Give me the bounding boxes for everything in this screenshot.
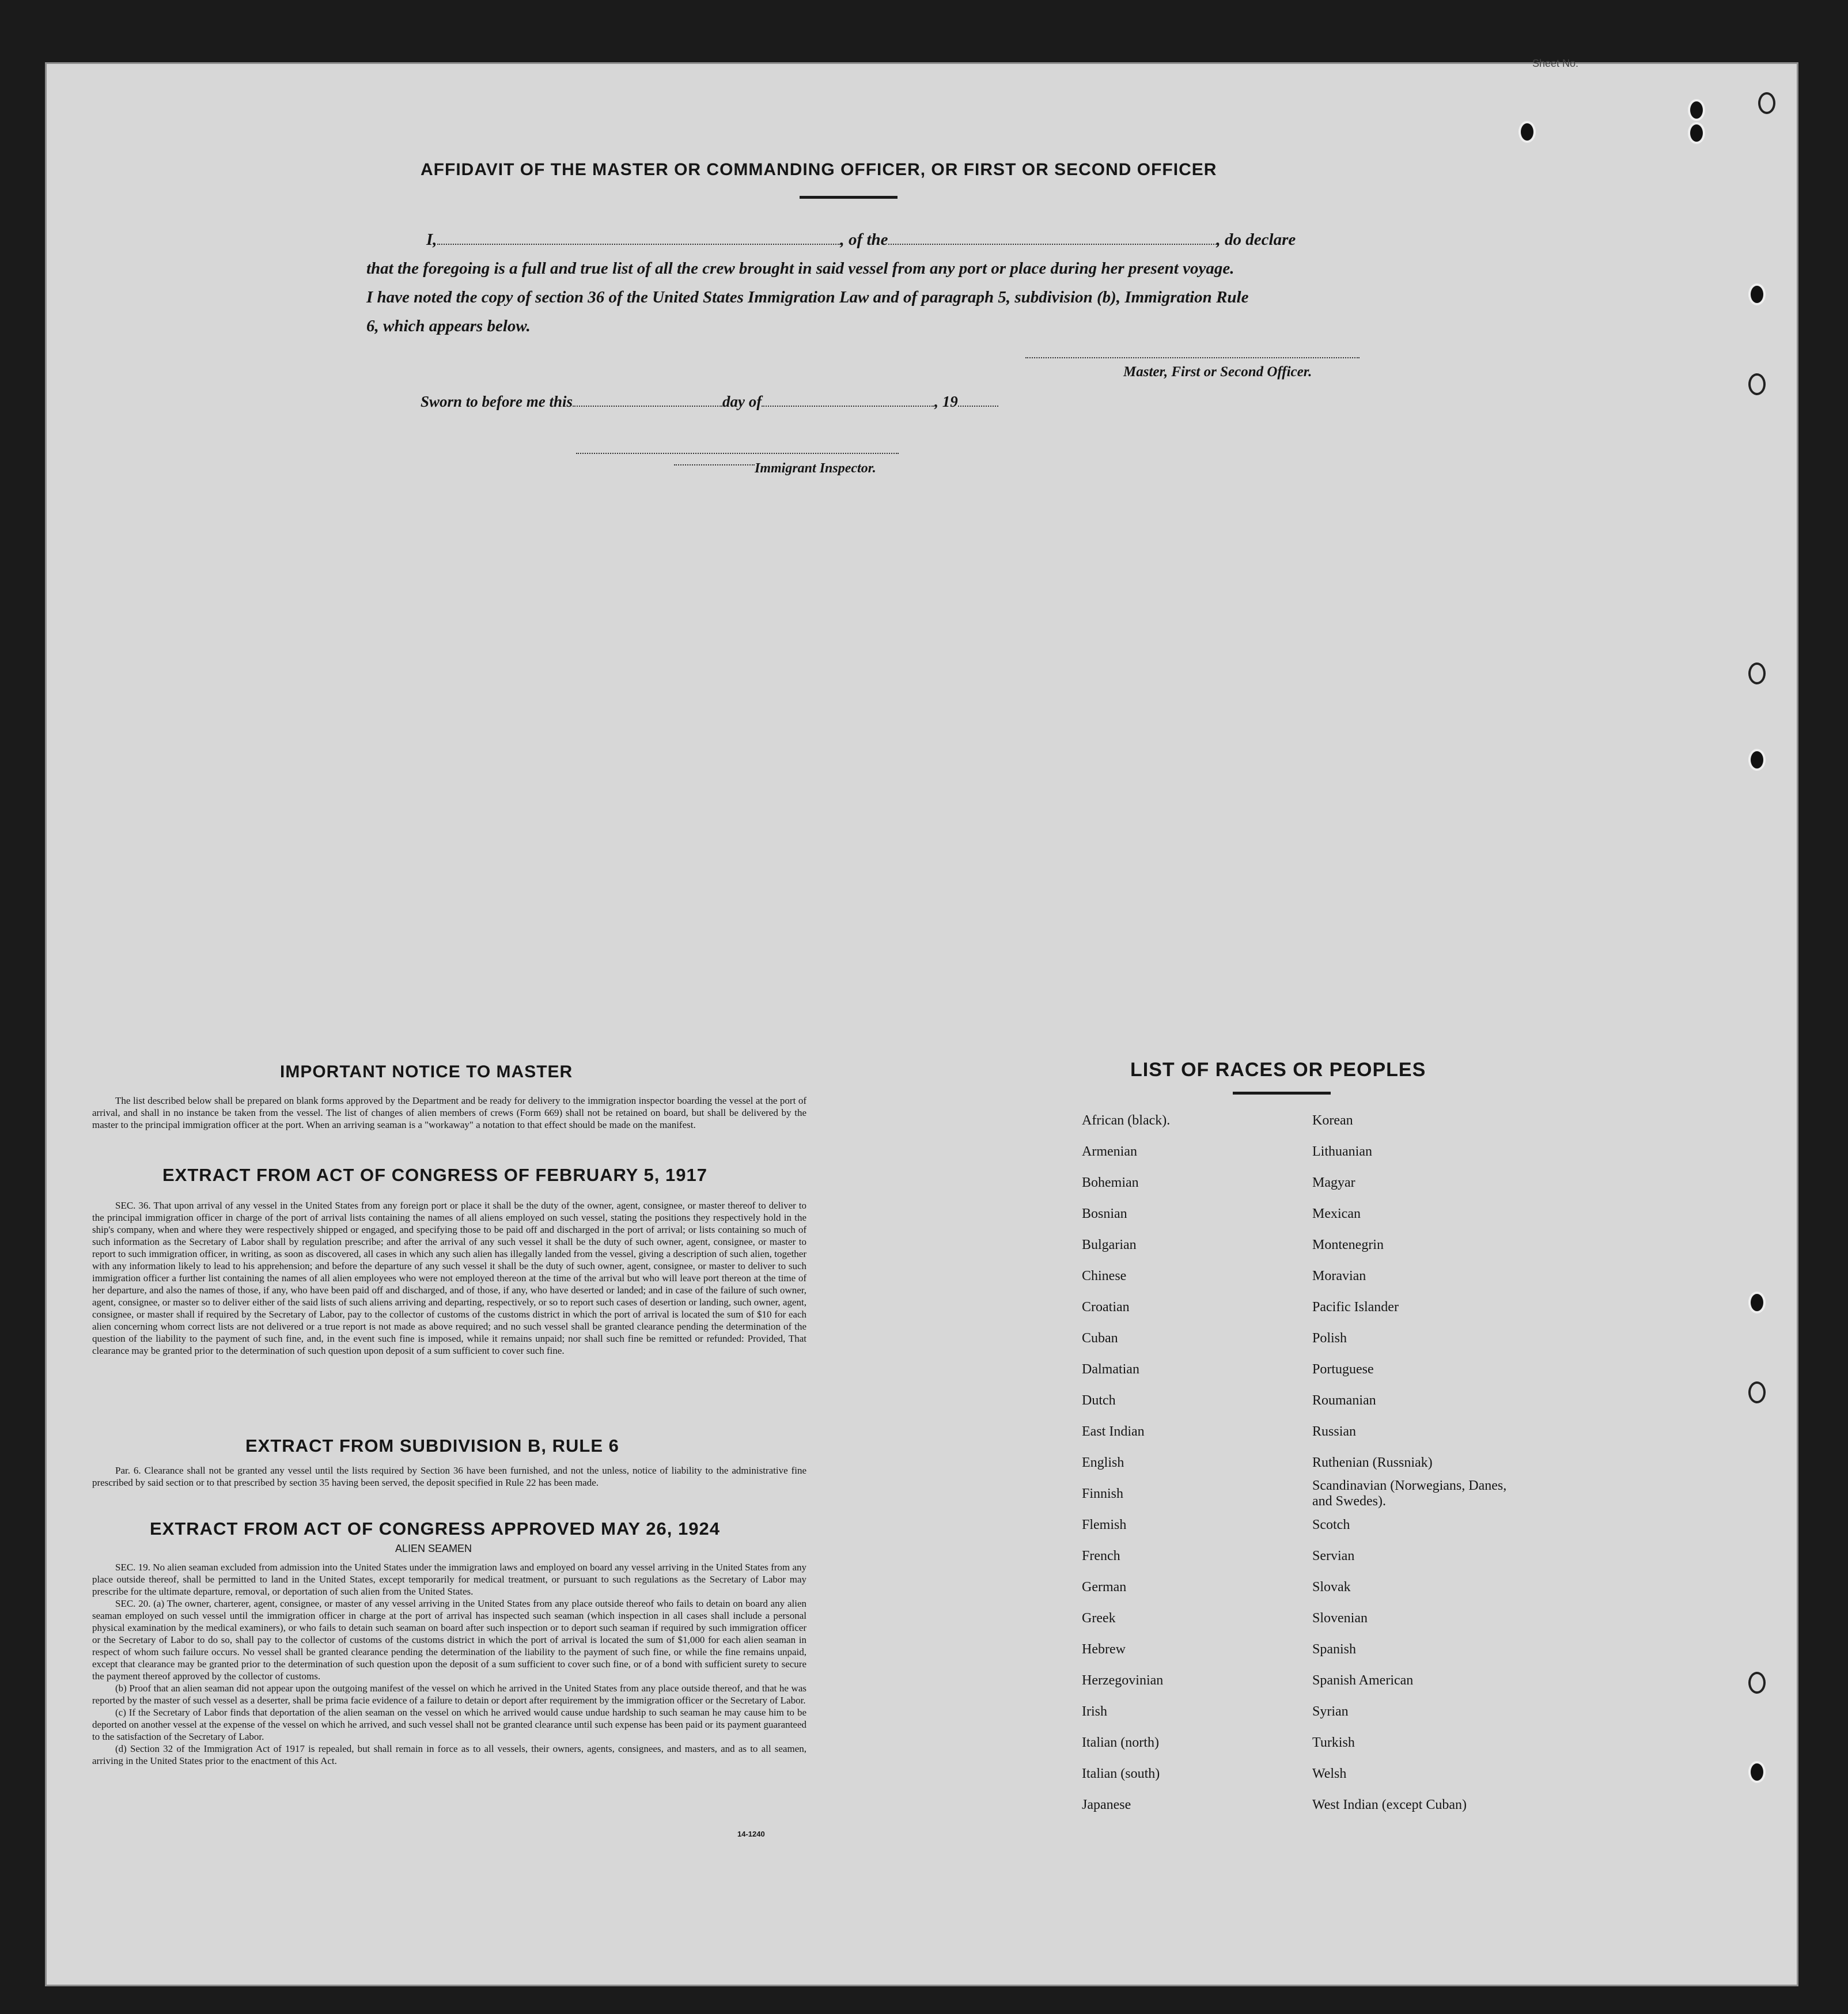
- affidavit-title: AFFIDAVIT OF THE MASTER OR COMMANDING OFFICER, OR FIRST OR SECOND OFFICER: [421, 160, 1217, 179]
- binder-hole: [1748, 1292, 1766, 1313]
- binder-hole: [1748, 662, 1766, 684]
- binder-hole: [1758, 92, 1775, 114]
- race-item: Pacific Islander: [1312, 1300, 1399, 1315]
- sworn-year: , 19: [934, 393, 958, 410]
- extract-1924-para-5: (d) Section 32 of the Immigration Act of 1917 is repealed, but shall remain in force as to all vessels, their owners, agents, consignees, and masters, and as to all seamen, arriving in the United States prior to the enactment of this Act.: [92, 1743, 806, 1766]
- race-item: Hebrew: [1082, 1642, 1126, 1657]
- master-name-blank[interactable]: [437, 244, 840, 245]
- race-item: Korean: [1312, 1113, 1353, 1128]
- inspector-caption: Immigrant Inspector.: [755, 461, 876, 476]
- sworn-month-blank[interactable]: [762, 406, 934, 407]
- binder-hole: [1748, 1761, 1766, 1783]
- binder-hole: [1688, 122, 1705, 144]
- race-item: English: [1082, 1455, 1124, 1470]
- race-item: Italian (north): [1082, 1735, 1159, 1750]
- extract-1924-para-1: SEC. 19. No alien seaman excluded from admission into the United States under the immigration laws and employed on board any vessel arriving in the United States from any place outside thereof, shall be permitted to land in the United States, except temporarily for medical treatment, or pursuant to such regulations as the Secretary of Labor may prescribe for the ultimate departure, removal, or deportation of such alien from the United States.: [92, 1562, 806, 1597]
- inspector-signature-line[interactable]: [576, 453, 899, 454]
- race-item: Roumanian: [1312, 1393, 1376, 1408]
- races-title-underline: [1233, 1092, 1331, 1095]
- race-item: Polish: [1312, 1331, 1347, 1346]
- race-item: Japanese: [1082, 1797, 1131, 1812]
- vessel-name-blank[interactable]: [888, 244, 1217, 245]
- race-item: Syrian: [1312, 1704, 1349, 1719]
- affidavit-line-4: 6, which appears below.: [366, 317, 531, 335]
- binder-hole: [1748, 283, 1766, 305]
- races-right-column: [1312, 1105, 1508, 1820]
- sworn-date-blank[interactable]: [573, 406, 722, 407]
- extract-1917-text: SEC. 36. That upon arrival of any vessel in the United States from any foreign port or place it shall be the duty of the owner, agent, consignee, or master thereof to deliver to the principal immigration officer in charge of the port of arrival lists containing the names of all aliens employed on such vessel, stating the positions they respectively hold in the ship's company, when and where they were respectively shipped or engaged, and specifying those to be paid off and discharged in the port of arrival; or lists containing so much of such information as the Secretary of Labor shall by regulation prescribe; and after the arrival of any such vessel it shall be the duty of such owner, agent, consignee, or master to report to such immigration officer, in writing, as soon as discovered, all cases in which any such alien has illegally landed from the vessel, giving a description of such alien, together with any information likely to lead to his apprehension; and before the departure of any such vessel it shall be the duty of such owner, agent, consignee, or master to deliver to such immigration officer a further list containing the names of all alien employees who were not employed thereon at the time of the arrival but who will leave port thereon at the time of her departure, and also the names of those, if any, who have been paid off and discharged, and of those, if any, who have deserted or landed; and in case of the failure of such owner, agent, consignee, or master so to deliver either of the said lists of such aliens arriving and departing, respectively, or so to report such cases of desertion or landing, such owner, agent, consignee, or master shall if required by the Secretary of Labor, pay to the collector of customs of the customs district in which the port of arrival is located the sum of $10 for each alien concerning whom correct lists are not delivered or a true report is not made as above required; and no such vessel shall be granted clearance pending the determination of the question of the liability to the payment of such fine, and, in the event such fine is imposed, while it remains unpaid; nor shall such fine be remitted or refunded: Provided, That clearance may be granted prior to the determination of such question upon deposit of a sum sufficient to cover such fine.: [92, 1200, 806, 1356]
- race-item: Chinese: [1082, 1269, 1127, 1284]
- form-number: 14-1240: [737, 1830, 765, 1838]
- race-item: Montenegrin: [1312, 1237, 1384, 1252]
- race-item: Russian: [1312, 1424, 1357, 1439]
- race-item: Bulgarian: [1082, 1237, 1137, 1252]
- notice-body: [92, 1095, 806, 1131]
- race-item: Magyar: [1312, 1175, 1355, 1190]
- race-item: Lithuanian: [1312, 1144, 1372, 1159]
- races-title: LIST OF RACES OR PEOPLES: [1130, 1059, 1426, 1081]
- race-item: Finnish: [1082, 1486, 1124, 1501]
- sworn-day-of: day of: [722, 393, 762, 410]
- race-item: German: [1082, 1580, 1127, 1595]
- race-item: East Indian: [1082, 1424, 1145, 1439]
- race-item: Servian: [1312, 1549, 1355, 1564]
- race-item: Flemish: [1082, 1517, 1127, 1532]
- inspector-signature-line-2: [674, 464, 755, 465]
- race-item: Scotch: [1312, 1517, 1350, 1532]
- extract-rule6-title: EXTRACT FROM SUBDIVISION B, RULE 6: [245, 1436, 619, 1456]
- extract-rule6-text: Par. 6. Clearance shall not be granted any vessel until the lists required by Section 36 have been furnished, and not the unless, notice of liability to the administrative fine prescribed by said section or to that prescribed by section 35 having been served, the deposit specified in Rule 22 has been made.: [92, 1465, 806, 1488]
- race-item: Irish: [1082, 1704, 1107, 1719]
- extract-1924-title: EXTRACT FROM ACT OF CONGRESS APPROVED MAY 26, 1924: [150, 1519, 720, 1539]
- binder-hole: [1518, 121, 1536, 143]
- sworn-year-blank[interactable]: [958, 406, 998, 407]
- extract-1924-para-2: SEC. 20. (a) The owner, charterer, agent, consignee, or master of any vessel arriving in the United States from any place outside thereof who fails to detain on board any alien seaman employed on such vessel until the immigration officer in charge at the port of arrival has inspected such seaman (which inspection in all cases shall include a personal physical examination by the medical examiners), or who fails to detain such seaman on board after such inspection or to deport such seaman if required by such immigration officer or the Secretary of Labor to do so, shall pay to the collector of customs of the customs district in which the port of arrival is located the sum of $1,000 for each alien seaman in respect of whom such failure occurs. No vessel shall be granted clearance pending the determination of the liability to the payment of such fine, or while the fine remains unpaid, except that clearance may be granted prior to the determination of such question upon the deposit of a sum sufficient to cover such fine, or of a bond with sufficient surety to secure the payment thereof approved by the collector of customs.: [92, 1598, 806, 1682]
- master-signature-caption: Master, First or Second Officer.: [1123, 364, 1312, 380]
- extract-1924-subtitle: ALIEN SEAMEN: [395, 1543, 472, 1554]
- race-item: Armenian: [1082, 1144, 1137, 1159]
- race-item: Moravian: [1312, 1269, 1366, 1284]
- race-item: Italian (south): [1082, 1766, 1160, 1781]
- race-item: Mexican: [1312, 1206, 1361, 1221]
- race-item: Slovenian: [1312, 1611, 1368, 1626]
- race-item: Ruthenian (Russniak): [1312, 1455, 1433, 1470]
- race-item: Cuban: [1082, 1331, 1118, 1346]
- race-item: Welsh: [1312, 1766, 1347, 1781]
- extract-1917-title: EXTRACT FROM ACT OF CONGRESS OF FEBRUARY 5, 1917: [162, 1165, 707, 1185]
- race-item: French: [1082, 1549, 1120, 1564]
- race-item: Bohemian: [1082, 1175, 1139, 1190]
- binder-hole: [1748, 1672, 1766, 1694]
- notice-title: IMPORTANT NOTICE TO MASTER: [280, 1062, 573, 1081]
- race-item: Spanish American: [1312, 1673, 1414, 1688]
- title-underline: [800, 196, 898, 199]
- binder-hole: [1748, 373, 1766, 395]
- race-item: Turkish: [1312, 1735, 1355, 1750]
- race-item: African (black).: [1082, 1113, 1171, 1128]
- affidavit-i: I,: [426, 230, 437, 249]
- affidavit-line-3: I have noted the copy of section 36 of the United States Immigration Law and of paragraph 5, subdivision (b), Immigration Rule: [366, 288, 1249, 306]
- extract-1917-body: [92, 1199, 806, 1357]
- affidavit-line-2: that the foregoing is a full and true list of all the crew brought in said vessel from any port or place during her present voyage.: [366, 259, 1234, 278]
- extract-1924-body: [92, 1561, 806, 1767]
- race-item: Spanish: [1312, 1642, 1357, 1657]
- binder-hole: [1688, 99, 1705, 121]
- race-item: Greek: [1082, 1611, 1116, 1626]
- extract-rule6-body: [92, 1464, 806, 1489]
- race-item: West Indian (except Cuban): [1312, 1797, 1467, 1812]
- race-item: Herzegovinian: [1082, 1673, 1164, 1688]
- extract-1924-para-4: (c) If the Secretary of Labor finds that deportation of the alien seaman on the vessel on which he arrived would cause undue hardship to such seaman he may cause him to be deported on another vessel at the expense of the vessel on which he arrived, and such vessel shall not be granted clearance until such expense has been paid or its payment guaranteed to the satisfaction of the Secretary of Labor.: [92, 1707, 806, 1742]
- race-item: Scandinavian (Norwegians, Danes, and Swedes).: [1312, 1478, 1507, 1509]
- race-item: Croatian: [1082, 1300, 1130, 1315]
- race-item: Portuguese: [1312, 1362, 1374, 1377]
- master-signature-line[interactable]: [1025, 357, 1360, 358]
- notice-text: The list described below shall be prepared on blank forms approved by the Department and be ready for delivery to the immigration inspector boarding the vessel at the port of arrival, and shall in no instance be taken from the vessel. The list of changes of alien members of crews (Form 669) shall not be retained on board, but shall be delivered by the master to the principal immigration officer at the port. When an arriving seaman is a "workaway" a notation to that effect should be made on the manifest.: [92, 1095, 806, 1130]
- sworn-line: [421, 393, 998, 411]
- affidavit-of-the: , of the: [840, 230, 888, 249]
- races-left-column: [1082, 1105, 1170, 1820]
- affidavit-line-declare: [426, 230, 1296, 249]
- binder-hole: [1748, 749, 1766, 771]
- race-item: Dalmatian: [1082, 1362, 1139, 1377]
- affidavit-declare: , do declare: [1216, 230, 1296, 249]
- race-item: Slovak: [1312, 1580, 1351, 1595]
- binder-hole: [1748, 1381, 1766, 1403]
- race-item: Dutch: [1082, 1393, 1116, 1408]
- race-item: Bosnian: [1082, 1206, 1127, 1221]
- sworn-prefix: Sworn to before me this: [421, 393, 573, 410]
- extract-1924-para-3: (b) Proof that an alien seaman did not appear upon the outgoing manifest of the vessel on which he arrived in the United States from any place outside thereof, and that he was reported by the master of such vessel as a deserter, shall be prima facie evidence of a failure to detain or deport after requirement by the immigration officer or the Secretary of Labor.: [92, 1683, 806, 1706]
- sheet-number-label: Sheet No.: [1532, 58, 1579, 69]
